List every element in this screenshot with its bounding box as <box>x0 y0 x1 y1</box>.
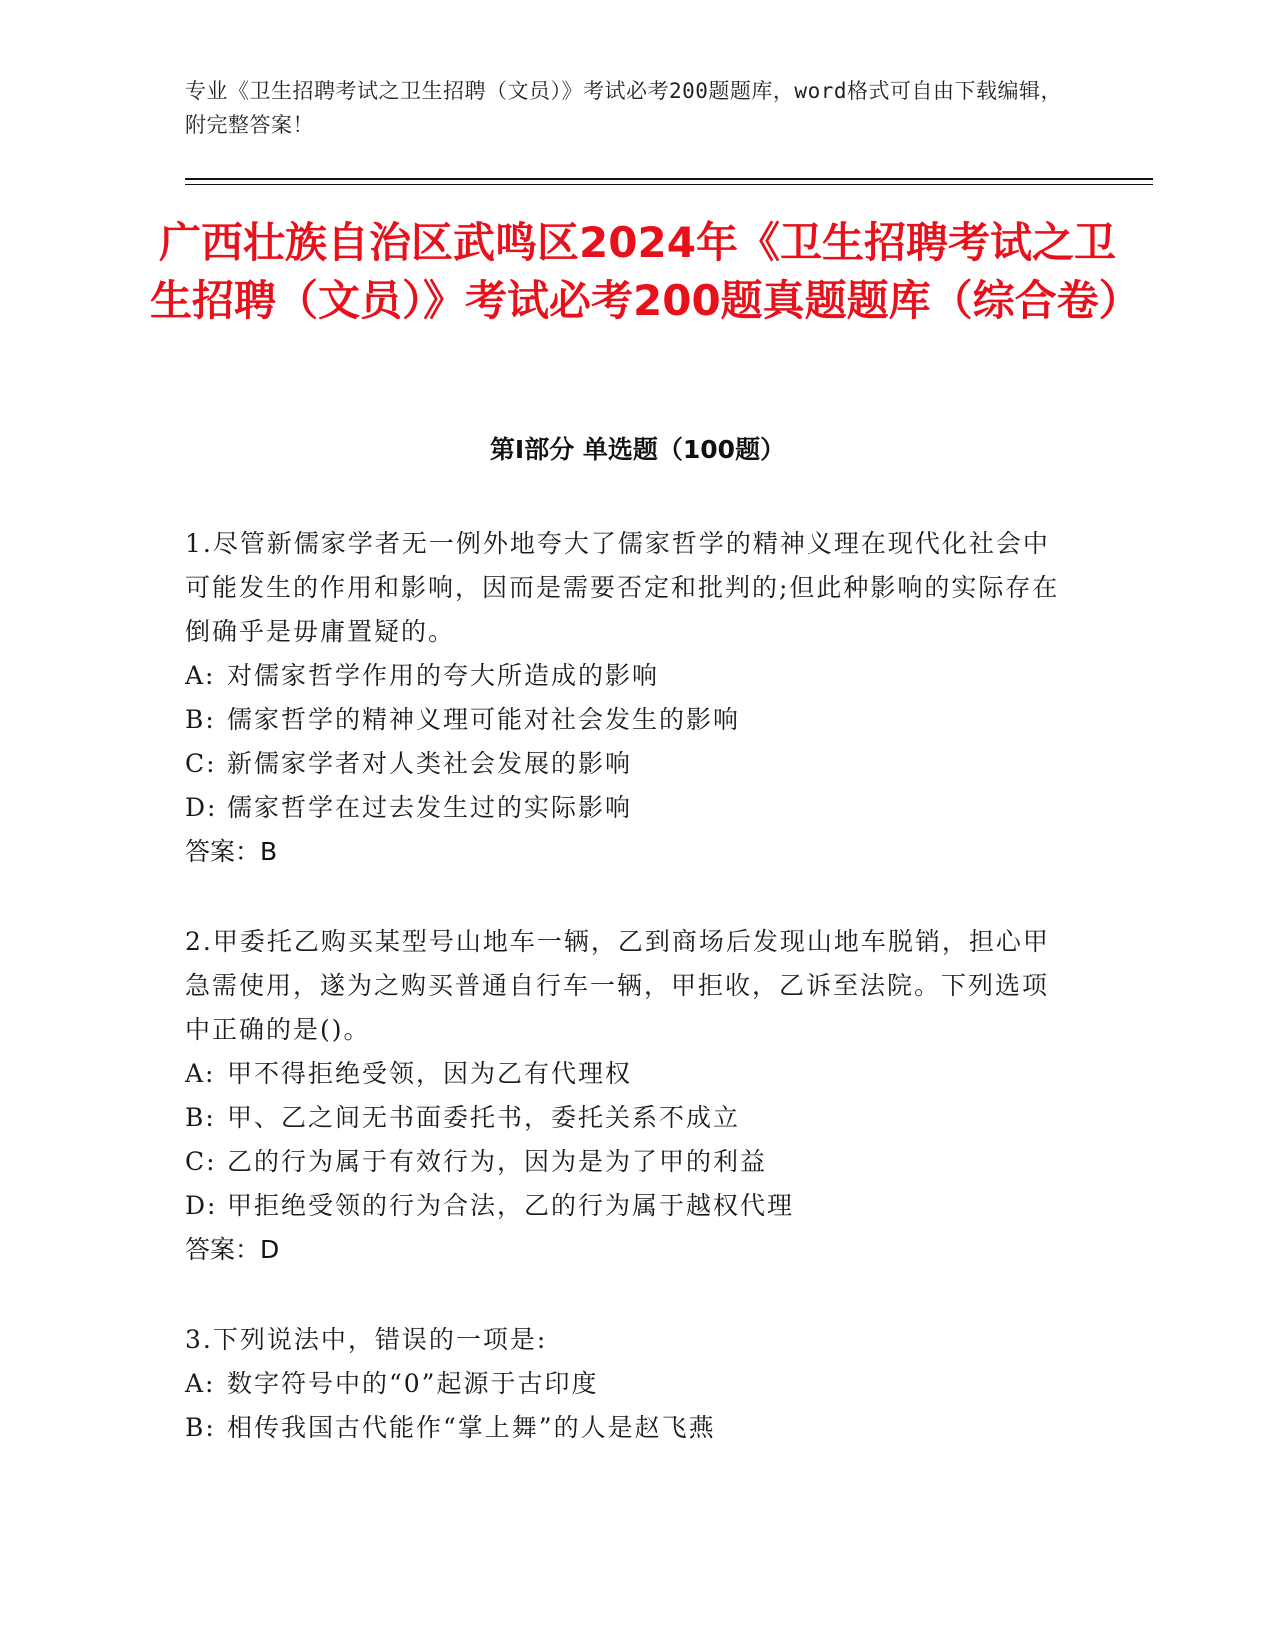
question-stem: 1.尽管新儒家学者无一例外地夸大了儒家哲学的精神义理在现代化社会中可能发生的作用和影响，因而是需要否定和批判的;但此种影响的实际存在倒确乎是毋庸置疑的。 <box>185 529 1060 646</box>
option-c <box>185 1140 1075 1184</box>
option-text: 儒家哲学在过去发生过的实际影响 <box>227 793 633 822</box>
option-key: B: <box>185 705 216 734</box>
option-d <box>185 1184 1075 1228</box>
question-list <box>185 522 1075 1496</box>
answer-line: 答案：D <box>185 1235 280 1264</box>
option-key: B: <box>185 1413 216 1442</box>
option-b <box>185 698 1075 742</box>
option-key: C: <box>185 749 217 778</box>
header-divider-thin <box>185 184 1153 185</box>
option-text: 甲、乙之间无书面委托书，委托关系不成立 <box>227 1103 741 1132</box>
option-text: 乙的行为属于有效行为，因为是为了甲的利益 <box>227 1147 768 1176</box>
option-key: C: <box>185 1147 217 1176</box>
question-2 <box>185 920 1075 1272</box>
option-b <box>185 1406 1075 1450</box>
section-title: 第Ⅰ部分 单选题（100题） <box>489 435 786 464</box>
header-divider <box>185 178 1153 180</box>
option-key: D: <box>185 1191 218 1220</box>
document-title: 广西壮族自治区武鸣区2024年《卫生招聘考试之卫生招聘（文员）》考试必考200题真题题库（综合卷） <box>150 218 1141 325</box>
option-key: A: <box>185 1369 216 1398</box>
option-key: A: <box>185 661 216 690</box>
option-text: 儒家哲学的精神义理可能对社会发生的影响 <box>227 705 741 734</box>
option-a <box>185 1052 1075 1096</box>
option-a <box>185 1362 1075 1406</box>
option-c <box>185 742 1075 786</box>
question-stem: 3.下列说法中，错误的一项是: <box>185 1325 548 1354</box>
option-text: 对儒家哲学作用的夸大所造成的影响 <box>227 661 660 690</box>
question-3 <box>185 1318 1075 1450</box>
option-a <box>185 654 1075 698</box>
option-text: 甲不得拒绝受领，因为乙有代理权 <box>227 1059 633 1088</box>
answer-line: 答案：B <box>185 837 278 866</box>
option-key: B: <box>185 1103 216 1132</box>
option-d <box>185 786 1075 830</box>
option-text: 数字符号中的“0”起源于古印度 <box>227 1369 599 1398</box>
option-key: D: <box>185 793 218 822</box>
option-text: 甲拒绝受领的行为合法，乙的行为属于越权代理 <box>227 1191 795 1220</box>
option-key: A: <box>185 1059 216 1088</box>
question-1 <box>185 522 1075 874</box>
option-text: 新儒家学者对人类社会发展的影响 <box>227 749 633 778</box>
header-note: 专业《卫生招聘考试之卫生招聘（文员）》考试必考200题题库，word格式可自由下载编辑，附完整答案！ <box>185 79 1062 137</box>
option-text: 相传我国古代能作“掌上舞”的人是赵飞燕 <box>227 1413 716 1442</box>
question-stem: 2.甲委托乙购买某型号山地车一辆，乙到商场后发现山地车脱销，担心甲急需使用，遂为之购买普通自行车一辆，甲拒收，乙诉至法院。下列选项中正确的是()。 <box>185 927 1050 1044</box>
option-b <box>185 1096 1075 1140</box>
